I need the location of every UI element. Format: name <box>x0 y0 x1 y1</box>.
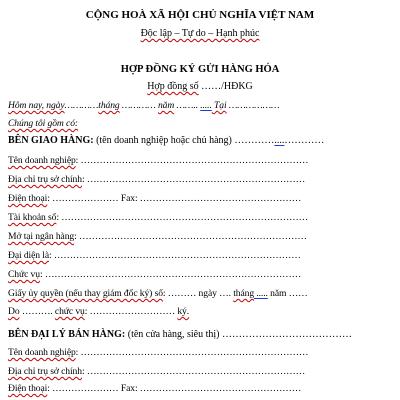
proxy-dots: : ……… ngày <box>162 288 217 299</box>
proxy-dots-2: …. <box>216 288 234 299</box>
field-dots: : ………………… Fax: …………………………………………… <box>47 193 302 204</box>
seller-field-phone <box>8 193 301 204</box>
seller-field-account <box>8 212 308 223</box>
seller-heading-text: BÊN GIAO HÀNG: <box>8 135 94 146</box>
seller-heading-tail: ………… <box>284 135 325 146</box>
field-label: Tài khoản số <box>8 212 57 223</box>
field-dots: : ………………… Fax: …………………………………………… <box>47 383 302 394</box>
field-dots: : ……………………………………………………………… <box>75 155 309 166</box>
date-dots-3: …….. <box>174 100 201 111</box>
field-dots: : …………………………………………………………… <box>81 174 306 185</box>
field-dots: : ……………………………………………………………………… <box>39 269 302 280</box>
seller-proxy-line <box>8 288 308 299</box>
seller-heading <box>8 135 324 146</box>
proxy-dots-3: ………. <box>19 306 55 317</box>
field-label: Địa chỉ trụ sở chính <box>8 174 82 185</box>
seller-field-representative <box>8 250 301 261</box>
field-label: Địa chỉ trụ sở chính <box>8 366 82 377</box>
agent-heading-note: (tên cửa hàng, siêu thị) ………………………………… <box>125 329 353 340</box>
seller-heading-blue: .... <box>274 135 285 146</box>
seller-field-company <box>8 155 308 166</box>
agent-heading <box>8 329 352 340</box>
field-label: Tên doanh nghiệp <box>8 347 76 358</box>
field-label: Điện thoại <box>8 193 48 204</box>
proxy-signed: ký. <box>177 306 190 317</box>
field-dots: : …………………………………………………………… <box>81 366 306 377</box>
contract-title: HỢP ĐỒNG KÝ GỬI HÀNG HÓA <box>120 64 280 75</box>
proxy-month: tháng <box>233 288 255 299</box>
motto-text: Độc lập – Tự do – Hạnh phúc <box>140 28 260 39</box>
contract-number-rest: ……/HĐKG <box>198 81 253 92</box>
proxy-year: năm …… <box>267 288 308 299</box>
date-month: tháng <box>98 100 120 111</box>
field-label: Tên doanh nghiệp <box>8 155 76 166</box>
date-line <box>8 100 279 111</box>
agent-heading-text: BÊN ĐẠI LÝ BÁN HÀNG: <box>8 329 126 340</box>
seller-field-address <box>8 174 305 185</box>
seller-field-position <box>8 269 301 280</box>
seller-proxy-continuation <box>8 306 189 317</box>
field-label: Đại diện là <box>8 250 49 261</box>
field-label: Chức vụ <box>8 269 40 280</box>
contract-number <box>0 81 400 92</box>
date-blue-dots: ..... <box>200 100 212 111</box>
proxy-label: Giấy ủy quyền (nếu thay giám đốc ký) số <box>8 288 163 299</box>
date-dots-1: ………… <box>64 100 99 111</box>
seller-field-bank <box>8 231 307 242</box>
agent-field-company <box>8 347 308 358</box>
proxy-position: chức vụ <box>54 306 85 317</box>
field-dots: : …………………………………………………………………… <box>49 250 301 261</box>
parties-text: Chúng tôi gồm có: <box>8 118 78 129</box>
nation-heading: CỘNG HOÀ XÃ HỘI CHỦ NGHĨA VIỆT NAM <box>85 9 315 21</box>
motto <box>0 28 400 39</box>
date-dots-4: ……………… <box>226 100 280 111</box>
field-label: Mở tại ngân hàng <box>8 231 75 242</box>
field-dots: : …………………………………………………………………… <box>56 212 309 223</box>
date-at: Tại <box>211 100 227 111</box>
field-dots: : ……………………………………………………………… <box>75 347 309 358</box>
date-dots-2: ………… <box>119 100 158 111</box>
date-year: năm <box>157 100 175 111</box>
parties-line <box>8 118 78 129</box>
field-dots: : ……………………………………………………………… <box>74 231 307 242</box>
agent-field-phone <box>8 383 301 394</box>
seller-heading-note: (tên doanh nghiệp hoặc chủ hàng) ………… <box>93 135 275 146</box>
field-label: Điện thoại <box>8 383 48 394</box>
date-today: Hôm nay, ngày <box>8 100 65 111</box>
contract-number-label: Hợp đồng số <box>147 81 199 92</box>
agent-field-address <box>8 366 305 377</box>
proxy-do: Do <box>8 306 20 317</box>
proxy-dots-4: : ……………………… <box>84 306 178 317</box>
proxy-blue-dots: ..... <box>254 288 268 299</box>
